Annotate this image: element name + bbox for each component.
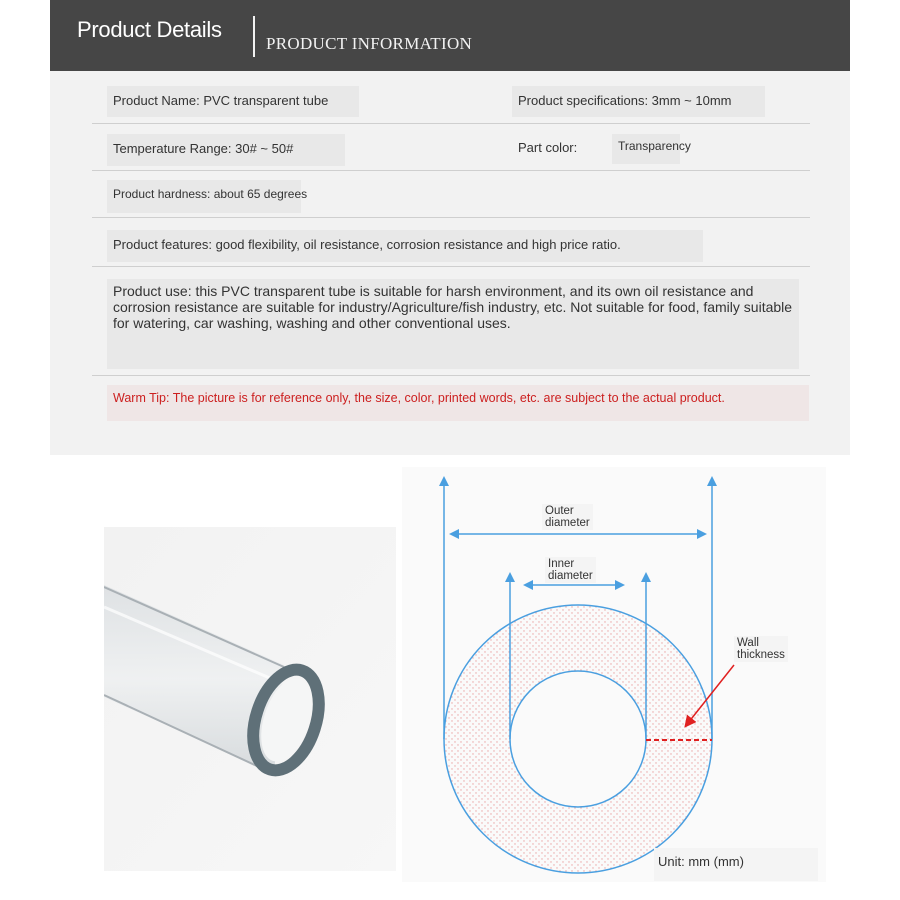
part-color-label: Part color: — [518, 140, 578, 155]
inner-label-line1: Inner — [548, 558, 575, 570]
wall-label-line1: Wall — [737, 637, 759, 649]
outer-label-line2: diameter — [545, 517, 590, 529]
section-header — [50, 0, 850, 71]
header-divider — [253, 16, 255, 57]
row-divider — [92, 266, 810, 267]
tube-photo — [104, 527, 396, 871]
row-divider — [92, 170, 810, 171]
inner-label-line2: diameter — [548, 570, 593, 582]
wall-label-line2: thickness — [737, 649, 785, 661]
row-divider — [92, 217, 810, 218]
inner-circle — [510, 671, 646, 807]
temperature-range: Temperature Range: 30# ~ 50# — [107, 134, 345, 166]
unit-label: Unit: mm (mm) — [654, 848, 818, 881]
row-divider — [92, 123, 810, 124]
product-name: Product Name: PVC transparent tube — [107, 86, 359, 117]
dimension-diagram — [402, 467, 826, 882]
product-use: Product use: this PVC transparent tube is suitable for harsh environment, and its own oil resistance and corrosion resistance are suitable for industry/Agriculture/fish industry, etc. Not suitable for food, family suitable for watering, car washing, washing and other conventional uses. — [107, 279, 799, 369]
part-color-value: Transparency — [612, 134, 680, 164]
outer-label-line1: Outer — [545, 505, 574, 517]
section-subtitle: PRODUCT INFORMATION — [266, 34, 473, 53]
warm-tip: Warm Tip: The picture is for reference only, the size, color, printed words, etc. are subject to the actual product. — [107, 385, 809, 421]
product-hardness: Product hardness: about 65 degrees — [107, 180, 301, 213]
wall-thickness-label — [734, 636, 788, 662]
row-divider — [92, 375, 810, 376]
product-specifications: Product specifications: 3mm ~ 10mm — [512, 86, 765, 117]
outer-diameter-label — [542, 504, 593, 530]
section-title: Product Details — [77, 17, 222, 42]
inner-diameter-label — [545, 557, 596, 583]
product-features: Product features: good flexibility, oil resistance, corrosion resistance and high price ratio. — [107, 230, 703, 262]
